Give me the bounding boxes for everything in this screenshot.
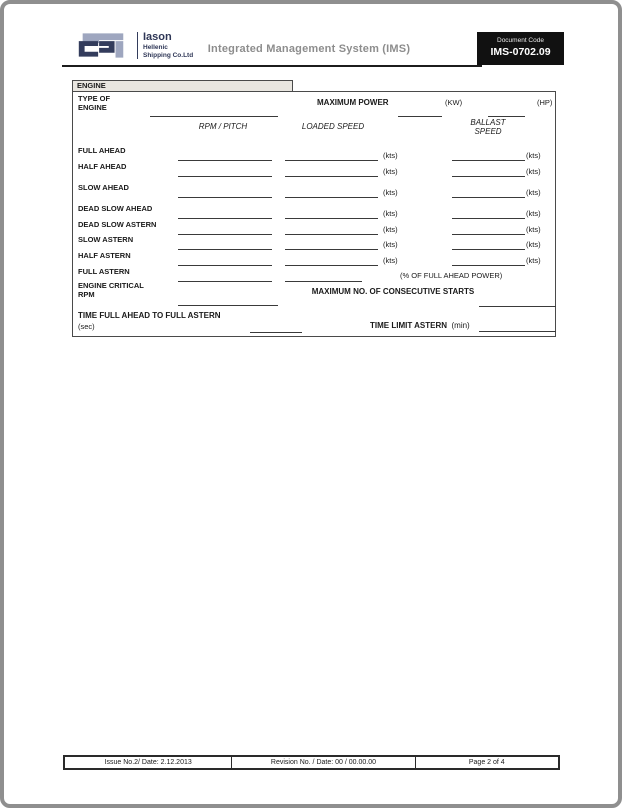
slow-astern-ballast-kts-unit: (kts) xyxy=(526,240,541,249)
dead-slow-ahead-loaded-speed-field[interactable] xyxy=(285,217,378,219)
slow-astern-rpm-pitch-field[interactable] xyxy=(178,248,272,250)
column-header-loaded-speed: LOADED SPEED xyxy=(301,122,365,131)
full-ahead-ballast-speed-field[interactable] xyxy=(452,159,525,161)
document-title: Integrated Management System (IMS) xyxy=(207,43,411,55)
slow-astern-loaded-kts-unit: (kts) xyxy=(383,240,398,249)
footer-table xyxy=(64,756,559,769)
full-ahead-rpm-pitch-field[interactable] xyxy=(178,159,272,161)
row-label-full-astern: FULL ASTERN xyxy=(78,267,130,276)
dead-slow-astern-rpm-pitch-field[interactable] xyxy=(178,233,272,235)
engine-critical-rpm-field[interactable] xyxy=(178,304,278,306)
time-limit-astern-field[interactable] xyxy=(479,330,556,332)
half-astern-ballast-kts-unit: (kts) xyxy=(526,256,541,265)
max-consecutive-starts-label: MAXIMUM NO. OF CONSECUTIVE STARTS xyxy=(311,287,475,296)
company-name-line2: Hellenic xyxy=(143,44,168,51)
time-full-ahead-astern-field[interactable] xyxy=(250,331,302,333)
half-ahead-rpm-pitch-field[interactable] xyxy=(178,175,272,177)
type-of-engine-label: TYPE OF ENGINE xyxy=(78,94,111,113)
engine-critical-rpm-label: ENGINE CRITICAL RPM xyxy=(78,281,144,300)
full-astern-loaded-speed-field[interactable] xyxy=(285,280,362,282)
max-consecutive-starts-field[interactable] xyxy=(479,305,556,307)
row-label-dead-slow-astern: DEAD SLOW ASTERN xyxy=(78,220,157,229)
half-ahead-ballast-kts-unit: (kts) xyxy=(526,167,541,176)
dead-slow-astern-loaded-kts-unit: (kts) xyxy=(383,225,398,234)
dead-slow-ahead-ballast-speed-field[interactable] xyxy=(452,217,525,219)
footer-issue: Issue No.2/ Date: 2.12.2013 xyxy=(65,757,232,768)
column-header-rpm-pitch: RPM / PITCH xyxy=(198,122,248,131)
company-name-line3: Shipping Co.Ltd xyxy=(143,51,194,59)
header-divider-line xyxy=(62,65,482,67)
slow-astern-loaded-speed-field[interactable] xyxy=(285,248,378,250)
hp-unit-label: (HP) xyxy=(537,98,553,107)
half-ahead-loaded-kts-unit: (kts) xyxy=(383,167,398,176)
company-name-line1: Iason xyxy=(143,31,172,43)
slow-ahead-loaded-speed-field[interactable] xyxy=(285,196,378,198)
time-full-ahead-astern-label: TIME FULL AHEAD TO FULL ASTERN xyxy=(78,311,221,320)
time-full-ahead-astern-unit: (sec) xyxy=(78,322,95,331)
half-astern-loaded-speed-field[interactable] xyxy=(285,264,378,266)
logo-divider xyxy=(137,32,138,59)
type-of-engine-field[interactable] xyxy=(150,115,278,117)
row-label-full-ahead: FULL AHEAD xyxy=(78,146,126,155)
time-limit-astern-label: TIME LIMIT ASTERN xyxy=(370,321,448,330)
full-ahead-ballast-kts-unit: (kts) xyxy=(526,151,541,160)
engine-section-tab-label: ENGINE xyxy=(77,81,106,90)
slow-ahead-ballast-speed-field[interactable] xyxy=(452,196,525,198)
time-limit-astern-block xyxy=(370,315,470,333)
full-ahead-loaded-kts-unit: (kts) xyxy=(383,151,398,160)
document-code-box xyxy=(477,32,564,65)
kw-unit-label: (KW) xyxy=(445,98,463,107)
half-ahead-loaded-speed-field[interactable] xyxy=(285,175,378,177)
row-label-slow-ahead: SLOW AHEAD xyxy=(78,183,129,192)
cp-monogram-icon xyxy=(73,30,131,60)
dead-slow-ahead-loaded-kts-unit: (kts) xyxy=(383,209,398,218)
time-limit-astern-unit: (min) xyxy=(451,321,470,330)
document-code-label: Document Code xyxy=(497,37,544,44)
dead-slow-ahead-rpm-pitch-field[interactable] xyxy=(178,217,272,219)
full-astern-power-note: (% OF FULL AHEAD POWER) xyxy=(400,271,503,280)
column-header-ballast-speed: BALLAST SPEED xyxy=(470,118,506,136)
maximum-power-label: MAXIMUM POWER xyxy=(317,98,389,107)
engine-form xyxy=(72,91,556,337)
dead-slow-astern-loaded-speed-field[interactable] xyxy=(285,233,378,235)
max-power-kw-field[interactable] xyxy=(398,115,442,117)
half-astern-loaded-kts-unit: (kts) xyxy=(383,256,398,265)
dead-slow-astern-ballast-speed-field[interactable] xyxy=(452,233,525,235)
footer-page: Page 2 of 4 xyxy=(468,759,505,766)
half-astern-ballast-speed-field[interactable] xyxy=(452,264,525,266)
row-label-slow-astern: SLOW ASTERN xyxy=(78,235,134,244)
footer-revision: Revision No. / Date: 00 / 00.00.00 xyxy=(232,757,415,768)
half-astern-rpm-pitch-field[interactable] xyxy=(178,264,272,266)
slow-astern-ballast-speed-field[interactable] xyxy=(452,248,525,250)
max-power-hp-field[interactable] xyxy=(488,115,525,117)
row-label-half-astern: HALF ASTERN xyxy=(78,251,131,260)
slow-ahead-loaded-kts-unit: (kts) xyxy=(383,188,398,197)
full-ahead-loaded-speed-field[interactable] xyxy=(285,159,378,161)
slow-ahead-rpm-pitch-field[interactable] xyxy=(178,196,272,198)
row-label-half-ahead: HALF AHEAD xyxy=(78,162,127,171)
row-label-dead-slow-ahead: DEAD SLOW AHEAD xyxy=(78,204,153,213)
half-ahead-ballast-speed-field[interactable] xyxy=(452,175,525,177)
dead-slow-astern-ballast-kts-unit: (kts) xyxy=(526,225,541,234)
dead-slow-ahead-ballast-kts-unit: (kts) xyxy=(526,209,541,218)
slow-ahead-ballast-kts-unit: (kts) xyxy=(526,188,541,197)
full-astern-rpm-pitch-field[interactable] xyxy=(178,280,272,282)
document-code-value: IMS-0702.09 xyxy=(490,46,551,58)
